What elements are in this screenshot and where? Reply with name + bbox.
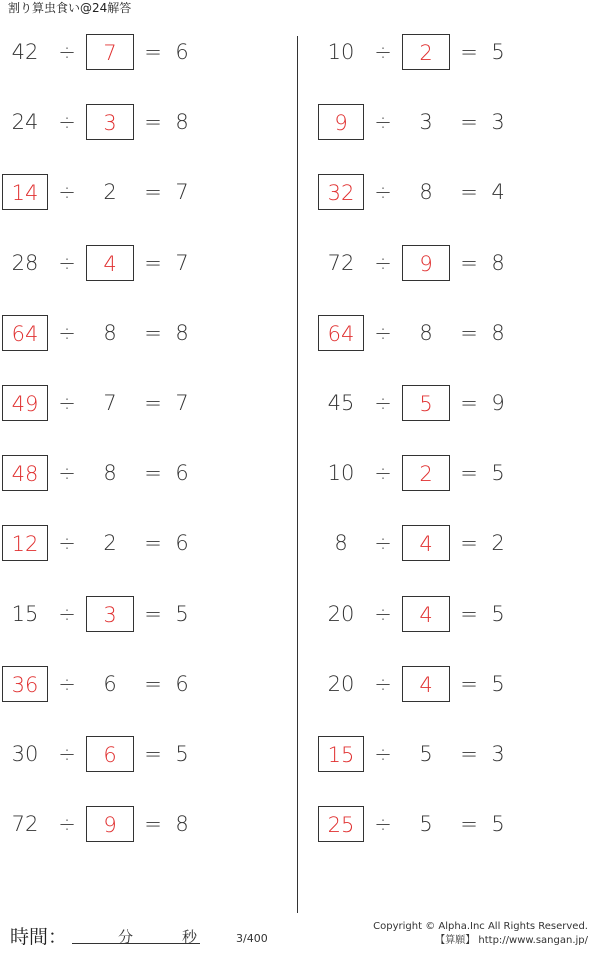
- equals-sign: =: [460, 671, 478, 696]
- equals-sign: =: [144, 812, 162, 837]
- divide-sign: ÷: [374, 40, 392, 64]
- divisor: 5: [419, 812, 433, 837]
- dividend-answer-box: 36: [2, 666, 48, 702]
- equals-sign: =: [144, 180, 162, 205]
- dividend-answer-box: 12: [2, 525, 48, 561]
- divisor: 6: [103, 671, 117, 696]
- divide-sign: ÷: [374, 742, 392, 766]
- quotient: 8: [175, 110, 189, 135]
- quotient: 8: [175, 812, 189, 837]
- divisor: 8: [103, 461, 117, 486]
- quotient: 6: [175, 461, 189, 486]
- column-divider: [297, 36, 298, 913]
- divisor: 3: [419, 110, 433, 135]
- divisor-answer-box: 7: [86, 34, 134, 70]
- quotient: 6: [175, 671, 189, 696]
- dividend: 28: [11, 250, 39, 275]
- divide-sign: ÷: [374, 671, 392, 696]
- quotient: 2: [491, 531, 505, 556]
- dividend-answer-box: 48: [2, 455, 48, 491]
- equals-sign: =: [460, 180, 478, 205]
- problem-row: [316, 666, 600, 702]
- divide-sign: ÷: [374, 110, 392, 135]
- dividend-answer-box: 49: [2, 385, 48, 421]
- problem-row: [316, 806, 600, 842]
- problem-row: [316, 736, 600, 772]
- quotient: 7: [175, 250, 189, 275]
- dividend: 15: [11, 601, 39, 626]
- problem-row: [316, 104, 600, 140]
- site-text: 【算願】 http://www.sangan.jp/: [435, 935, 588, 946]
- problem-row: [0, 104, 300, 140]
- equals-sign: =: [144, 391, 162, 415]
- divisor-answer-box: 3: [86, 104, 134, 140]
- dividend-answer-box: 14: [2, 174, 48, 210]
- quotient: 9: [491, 391, 505, 415]
- problem-row: [316, 385, 600, 421]
- divisor-answer-box: 4: [402, 596, 450, 632]
- quotient: 5: [491, 671, 505, 696]
- dividend: 10: [327, 461, 355, 486]
- equals-sign: =: [144, 40, 162, 64]
- divisor-answer-box: 2: [402, 455, 450, 491]
- dividend-answer-box: 25: [318, 806, 364, 842]
- equals-sign: =: [460, 250, 478, 275]
- divisor-answer-box: 9: [86, 806, 134, 842]
- page-number: 3/400: [236, 932, 268, 945]
- problem-row: [316, 525, 600, 561]
- divisor-answer-box: 4: [402, 666, 450, 702]
- dividend: 72: [327, 250, 355, 275]
- dividend: 45: [327, 391, 355, 415]
- equals-sign: =: [460, 461, 478, 486]
- dividend: 42: [11, 40, 39, 64]
- divide-sign: ÷: [58, 391, 76, 415]
- dividend: 20: [327, 671, 355, 696]
- equals-sign: =: [144, 601, 162, 626]
- problem-row: [0, 455, 300, 491]
- divide-sign: ÷: [58, 250, 76, 275]
- dividend-answer-box: 64: [2, 315, 48, 351]
- divide-sign: ÷: [58, 601, 76, 626]
- divide-sign: ÷: [58, 531, 76, 556]
- divisor-answer-box: 2: [402, 34, 450, 70]
- divisor: 8: [103, 320, 117, 345]
- divide-sign: ÷: [58, 320, 76, 345]
- copyright-block: [373, 920, 588, 948]
- problem-row: [316, 245, 600, 281]
- quotient: 7: [175, 391, 189, 415]
- quotient: 8: [491, 320, 505, 345]
- divisor: 8: [419, 180, 433, 205]
- divisor-answer-box: 3: [86, 596, 134, 632]
- quotient: 7: [175, 180, 189, 205]
- minutes-label: 分: [118, 928, 134, 946]
- equals-sign: =: [144, 742, 162, 766]
- seconds-label: 秒: [182, 928, 198, 946]
- equals-sign: =: [144, 461, 162, 486]
- divisor-answer-box: 6: [86, 736, 134, 772]
- quotient: 5: [175, 742, 189, 766]
- dividend: 24: [11, 110, 39, 135]
- problem-row: [316, 34, 600, 70]
- equals-sign: =: [460, 110, 478, 135]
- quotient: 6: [175, 40, 189, 64]
- quotient: 5: [491, 40, 505, 64]
- problem-row: [0, 806, 300, 842]
- dividend-answer-box: 15: [318, 736, 364, 772]
- divisor: 2: [103, 180, 117, 205]
- divisor-answer-box: 9: [402, 245, 450, 281]
- divide-sign: ÷: [374, 391, 392, 415]
- divide-sign: ÷: [374, 601, 392, 626]
- divisor-answer-box: 4: [86, 245, 134, 281]
- equals-sign: =: [460, 320, 478, 345]
- problem-row: [316, 455, 600, 491]
- problem-row: [0, 736, 300, 772]
- problem-row: [0, 666, 300, 702]
- divisor: 5: [419, 742, 433, 766]
- dividend: 10: [327, 40, 355, 64]
- equals-sign: =: [144, 110, 162, 135]
- equals-sign: =: [460, 391, 478, 415]
- divide-sign: ÷: [58, 110, 76, 135]
- dividend-answer-box: 64: [318, 315, 364, 351]
- problem-row: [0, 525, 300, 561]
- divide-sign: ÷: [374, 180, 392, 205]
- equals-sign: =: [144, 671, 162, 696]
- dividend-answer-box: 9: [318, 104, 364, 140]
- equals-sign: =: [460, 812, 478, 837]
- problem-row: [316, 315, 600, 351]
- problem-row: [0, 596, 300, 632]
- divide-sign: ÷: [374, 250, 392, 275]
- quotient: 5: [175, 601, 189, 626]
- equals-sign: =: [460, 742, 478, 766]
- dividend: 72: [11, 812, 39, 837]
- divide-sign: ÷: [58, 671, 76, 696]
- equals-sign: =: [144, 531, 162, 556]
- divisor-answer-box: 5: [402, 385, 450, 421]
- divide-sign: ÷: [58, 742, 76, 766]
- problem-row: [0, 174, 300, 210]
- divisor-answer-box: 4: [402, 525, 450, 561]
- quotient: 8: [491, 250, 505, 275]
- time-label: 時間：: [10, 926, 68, 948]
- worksheet-title: 割り算虫食い@24解答: [8, 1, 132, 15]
- problem-row: [316, 174, 600, 210]
- divisor: 8: [419, 320, 433, 345]
- dividend-answer-box: 32: [318, 174, 364, 210]
- divisor: 7: [103, 391, 117, 415]
- dividend: 20: [327, 601, 355, 626]
- problem-row: [0, 385, 300, 421]
- divide-sign: ÷: [58, 40, 76, 64]
- quotient: 5: [491, 461, 505, 486]
- problem-row: [0, 34, 300, 70]
- equals-sign: =: [460, 601, 478, 626]
- quotient: 6: [175, 531, 189, 556]
- divide-sign: ÷: [58, 812, 76, 837]
- quotient: 5: [491, 812, 505, 837]
- problem-row: [0, 245, 300, 281]
- equals-sign: =: [460, 40, 478, 64]
- time-entry-line: [72, 943, 200, 944]
- problem-row: [0, 315, 300, 351]
- divide-sign: ÷: [58, 180, 76, 205]
- quotient: 3: [491, 110, 505, 135]
- problem-row: [316, 596, 600, 632]
- quotient: 4: [491, 180, 505, 205]
- divide-sign: ÷: [374, 531, 392, 556]
- divisor: 2: [103, 531, 117, 556]
- dividend: 30: [11, 742, 39, 766]
- dividend: 8: [334, 531, 348, 556]
- quotient: 5: [491, 601, 505, 626]
- equals-sign: =: [144, 250, 162, 275]
- divide-sign: ÷: [374, 461, 392, 486]
- quotient: 3: [491, 742, 505, 766]
- divide-sign: ÷: [58, 461, 76, 486]
- divide-sign: ÷: [374, 812, 392, 837]
- equals-sign: =: [460, 531, 478, 556]
- divide-sign: ÷: [374, 320, 392, 345]
- equals-sign: =: [144, 320, 162, 345]
- quotient: 8: [175, 320, 189, 345]
- copyright-text: Copyright © Alpha.Inc All Rights Reserved.: [373, 921, 588, 932]
